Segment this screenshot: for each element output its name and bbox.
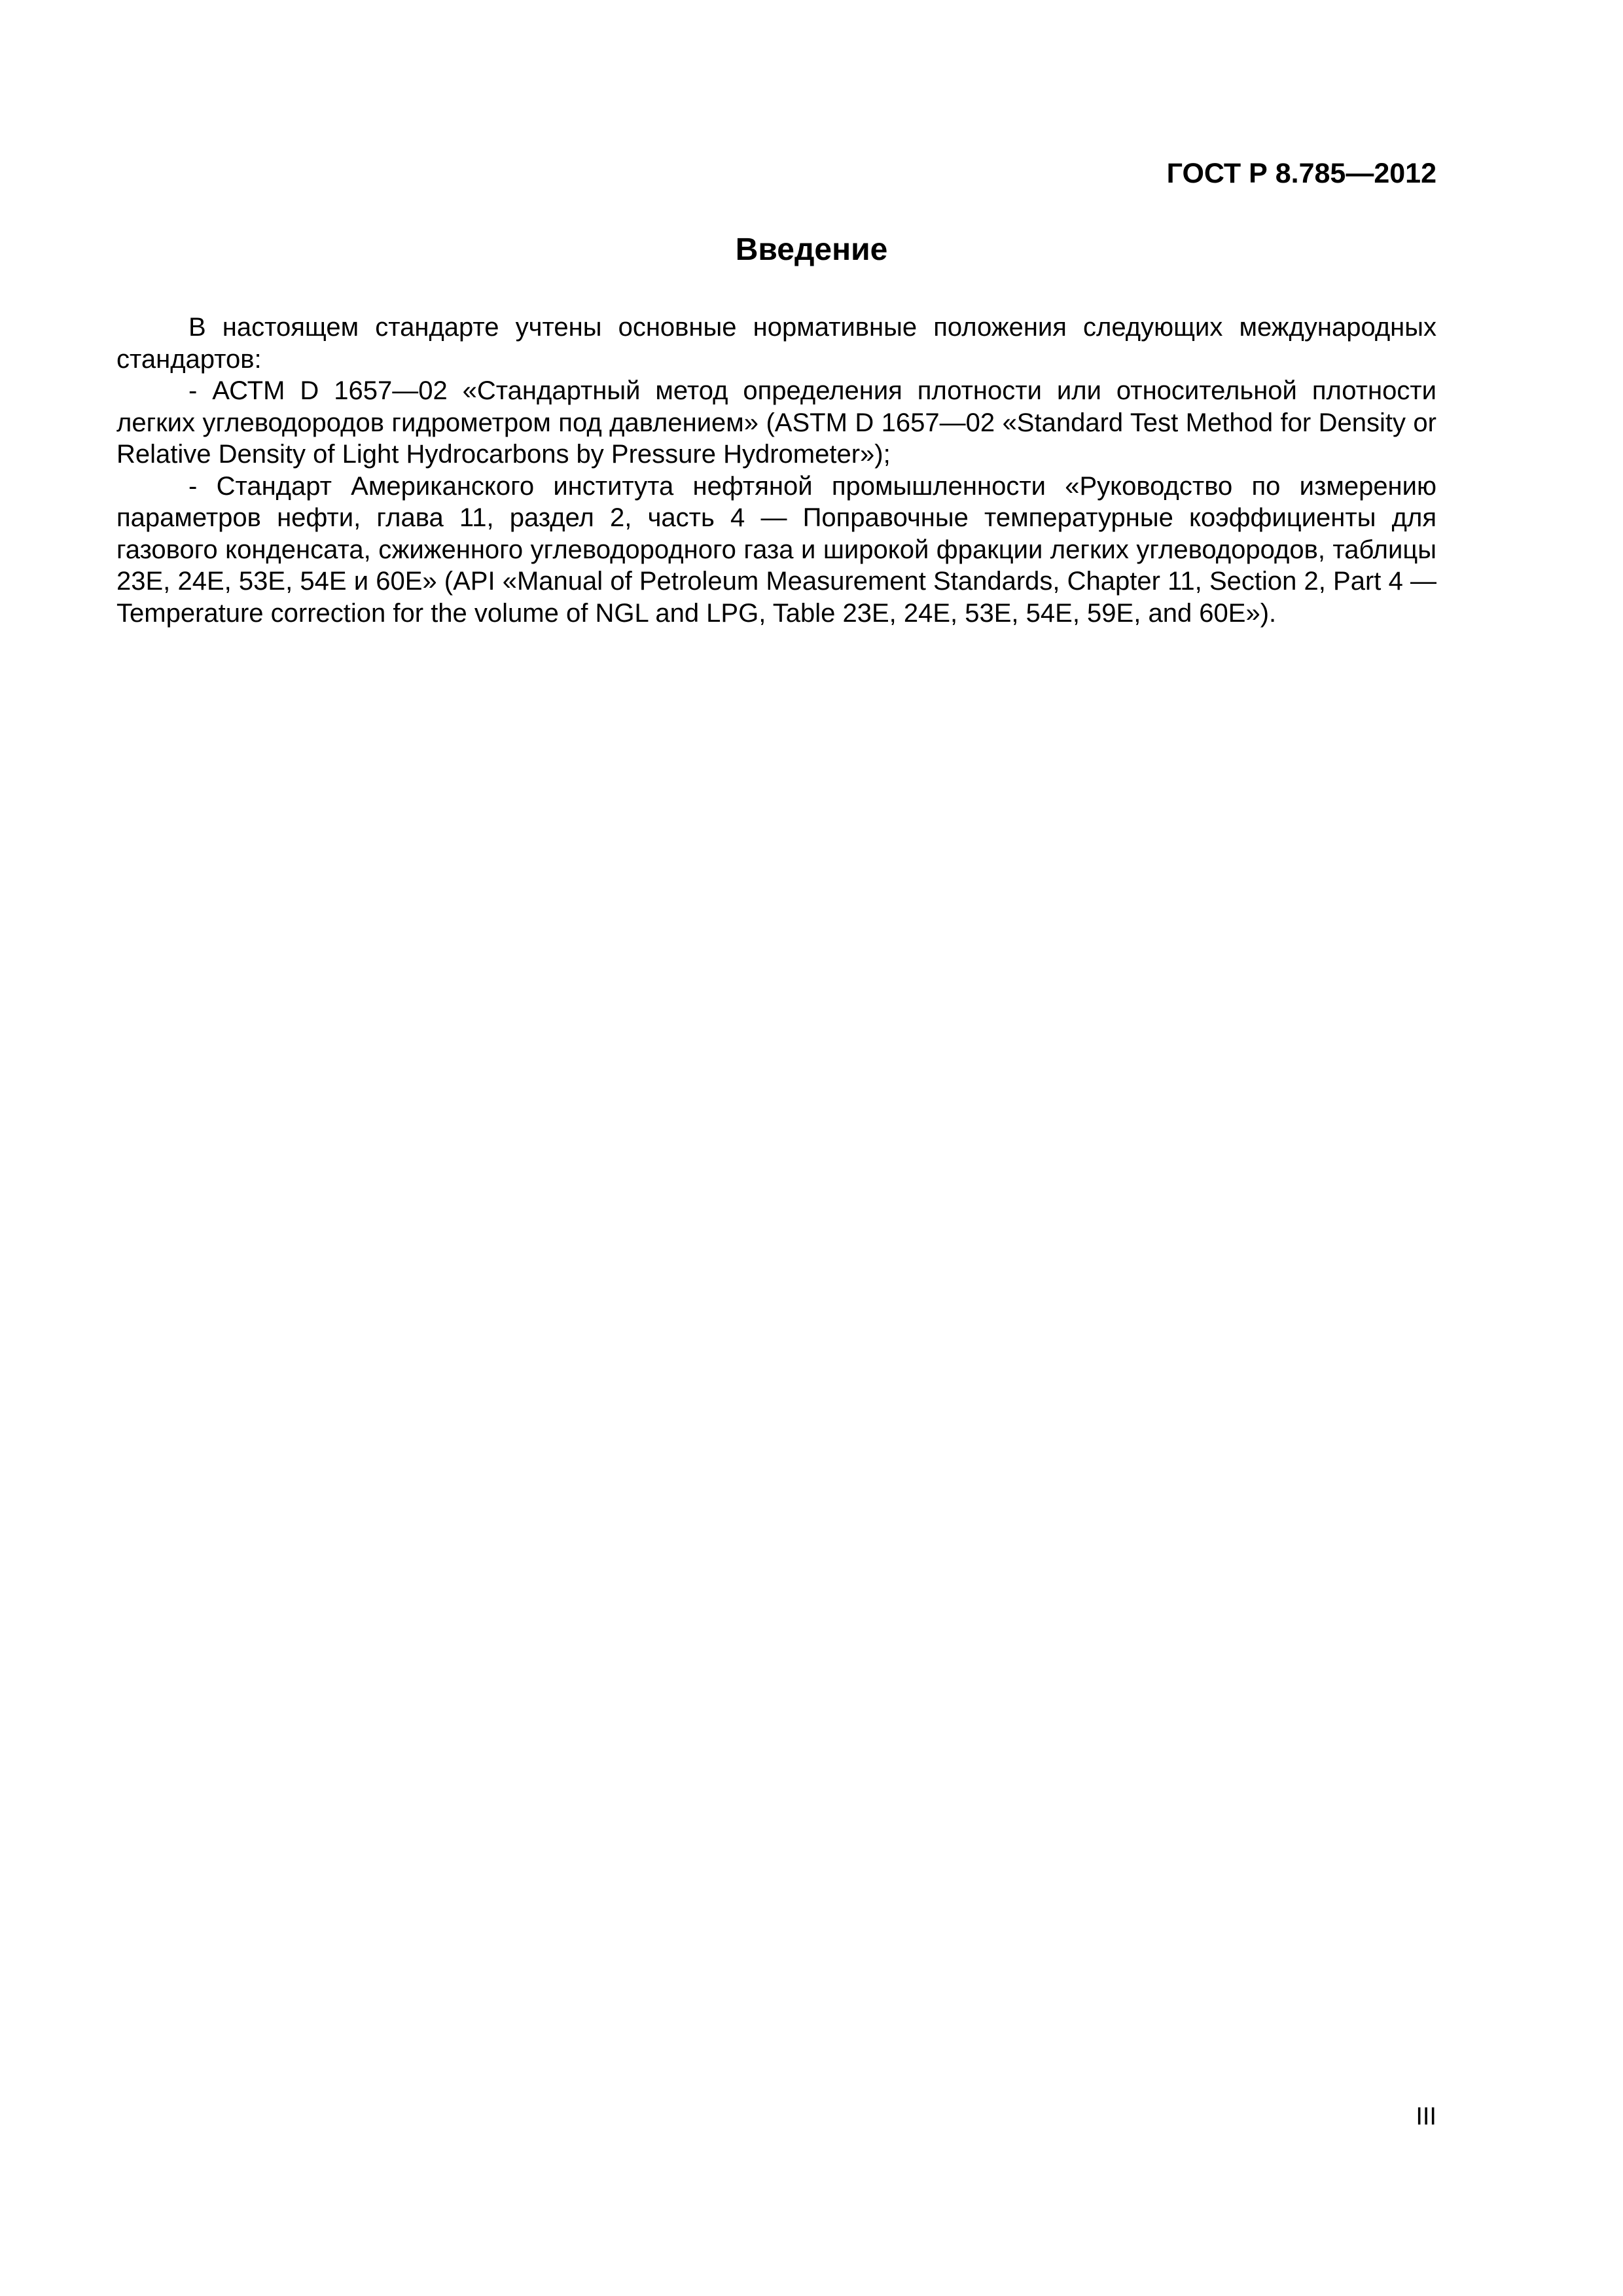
paragraph-astm-reference: - АСТМ D 1657—02 «Стандартный метод определения плотности или относительной плотности легких углеводородов гидрометром под давлением» (ASTM D 1657—02 «Standard Test Method for Density or Relative Density of Light Hydrocarbons by Pressure Hydrometer»); [116,376,1436,469]
body-text [116,312,1436,629]
page-title: Введение [735,232,888,267]
document-id-header: ГОСТ Р 8.785—2012 [1166,158,1436,189]
paragraph-api-reference: - Стандарт Американского института нефтяной промышленности «Руководство по измерению параметров нефти, глава 11, раздел 2, часть 4 — Поправочные температурные коэффициенты для газового конденсата, сжиженного углеводородного газа и широкой фракции легких углеводородов, таблицы 23E, 24E, 53E, 54E и 60E» (API «Manual of Petroleum Measurement Standards, Chapter 11, Section 2, Part 4 — Temperature correction for the volume of NGL and LPG, Table 23E, 24E, 53E, 54E, 59E, and 60E»). [116,471,1436,628]
page-number: III [1416,2103,1436,2130]
paragraph-intro: В настоящем стандарте учтены основные нормативные положения следующих международных стандартов: [116,313,1436,374]
